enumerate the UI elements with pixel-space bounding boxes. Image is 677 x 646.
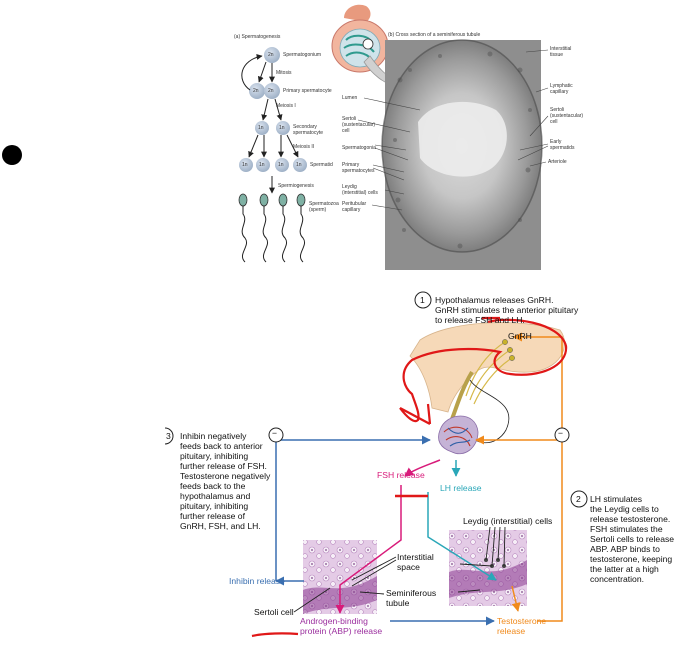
fsh-release-label: FSH release (377, 470, 425, 480)
testosterone-release-label: Testosterone release (497, 616, 547, 636)
top-figure (230, 0, 570, 272)
label-secondary-spermatocyte: Secondary spermatocyte (293, 124, 324, 136)
gnrh-label: GnRH (508, 331, 532, 341)
abp-release-label: Androgen-binding protein (ABP) release (300, 616, 383, 636)
label-leydig-top: Leydig (interstitial) cells (342, 184, 378, 196)
step-2-text: LH stimulates the Leydig cells to release testosterone. FSH stimulates the Sertoli cells to release ABP. ABP binds to testosterone, keeping the latter at a high concentration. (590, 494, 675, 584)
spermatid-4-ploidy: 1n (296, 162, 302, 168)
lh-release-label: LH release (440, 483, 482, 493)
leydig-cells-label: Leydig (interstitial) cells (463, 516, 553, 526)
panel-b-title: (b) Cross section of a seminiferous tubule (388, 32, 481, 38)
inhibin-release-label: Inhibin release (229, 576, 285, 586)
label-sertoli-left: Sertoli (sustentacular) cell (342, 116, 376, 134)
sertoli-cell-label: Sertoli cell (254, 607, 294, 617)
spermatid-2-ploidy: 1n (259, 162, 265, 168)
spermatogonium-ploidy: 2n (268, 52, 274, 58)
label-spermatogonia: Spermatogonia (342, 145, 376, 151)
interstitial-space-label: Interstitial space (397, 552, 434, 572)
bullet-point (2, 145, 22, 165)
label-primary-spermatocytes: Primary spermatocytes (342, 162, 375, 174)
label-arteriole: Arteriole (548, 159, 567, 165)
spermatid-3-ploidy: 1n (278, 162, 284, 168)
primary-left-ploidy: 2n (253, 88, 259, 94)
label-spermiogenesis: Spermiogenesis (278, 183, 314, 189)
step-1-text: Hypothalamus releases GnRH. GnRH stimulates the anterior pituitary to release FSH and LH. (435, 295, 579, 325)
primary-right-ploidy: 2n (268, 88, 274, 94)
minus-sign-right: − (558, 428, 564, 438)
step-3-number: 3 (166, 431, 171, 441)
spermatid-1-ploidy: 1n (242, 162, 248, 168)
secondary-right-ploidy: 1n (279, 125, 285, 131)
label-early-spermatids: Early spermatids (550, 139, 575, 151)
seminiferous-tubule-label: Seminiferous tubule (386, 588, 437, 608)
hypothalamus-pituitary-illustration (410, 323, 565, 454)
label-sertoli-right: Sertoli (sustentacular) cell (550, 107, 584, 125)
seminiferous-tubule-micrograph (382, 40, 542, 270)
label-primary-spermatocyte: Primary spermatocyte (283, 88, 332, 94)
label-lumen: Lumen (342, 95, 358, 101)
step-1-number: 1 (420, 295, 425, 305)
panel-a-title: (a) Spermatogenesis (234, 34, 281, 40)
minus-sign-left: − (272, 428, 278, 438)
label-spermatogonium: Spermatogonium (283, 52, 322, 58)
secondary-left-ploidy: 1n (258, 125, 264, 131)
label-mitosis: Mitosis (276, 70, 292, 76)
label-meiosis-1: Meiosis I (276, 103, 296, 109)
label-interstitial-tissue: Interstitial tissue (550, 46, 572, 58)
step-2-number: 2 (576, 494, 581, 504)
label-peritubular: Peritubular capillary (342, 201, 367, 213)
step-3-text: Inhibin negatively feeds back to anterior pituitary, inhibiting further release of FSH. Testosterone negatively feeds back to the hypothalamus and pituitary, inhibiting further release of GnRH, FSH, and LH. (180, 431, 271, 531)
label-spermatozoa: Spermatozoa (sperm) (309, 201, 339, 213)
label-lymphatic-capillary: Lymphatic capillary (550, 83, 573, 95)
label-meiosis-2: Meiosis II (293, 144, 315, 150)
label-spermatid: Spermatid (310, 162, 333, 168)
